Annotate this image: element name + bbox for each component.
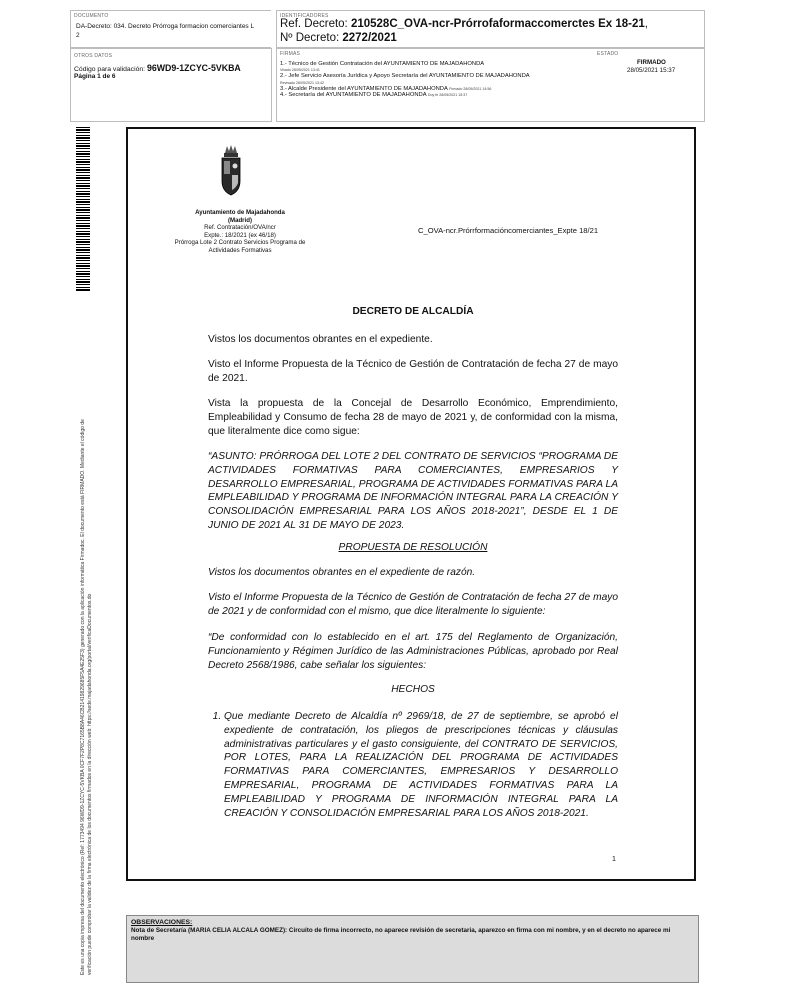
paragraph-5: Vistos los documentos obrantes en el expediente de razón. — [208, 567, 476, 578]
propuesta-heading: PROPUESTA DE RESOLUCIÓN — [338, 542, 488, 553]
observaciones-text: Nota de Secretaría (MARIA CELIA ALCALA GOMEZ): Circuito de firma incorrecto, no aparece revisión de secretaria, aparezco en firma con mi nombre, y en el decreto no aparece mi nombre — [131, 927, 671, 942]
paragraph-3: Vista la propuesta de la Concejal de Desarrollo Económico, Emprendimiento, Empleabilidad y Consumo de fecha 28 de mayo de 2021 y, de conformidad con la misma, que literalmente dice como sigue: — [208, 398, 618, 437]
estado-label: ESTADO — [597, 51, 619, 57]
coat-of-arms-icon — [219, 143, 243, 197]
codigo-value: 96WD9-1ZCYC-5VKBA — [146, 63, 241, 73]
codigo-label: Código para validación: — [74, 66, 146, 73]
firma-item: 1.- Técnico de Gestión Contratación del AYUNTAMIENTO DE MAJADAHONDA Visado 28/05/2021 13:41 — [280, 61, 485, 73]
hechos-heading: HECHOS — [391, 684, 435, 695]
documento-box — [70, 10, 271, 48]
ref-decreto: Ref. Decreto: 210528C_OVA-ncr-Prórrofaformaccomerctes Ex 18-21, — [280, 18, 648, 30]
firma-item: 3.- Alcalde Presidente del AYUNTAMIENTO DE MAJADAHONDA Firmado 28/05/2021 14:56 — [280, 85, 492, 92]
barcode — [76, 127, 90, 292]
paragraph-2: Visto el Informe Propuesta de la Técnico de Gestión de Contratación de fecha 27 de mayo de 2021. — [208, 359, 618, 384]
num-value: 2272/2021 — [342, 32, 397, 44]
paragraph-7: “De conformidad con lo establecido en el art. 175 del Reglamento de Organización, Funcionamiento y Régimen Jurídico de las Administraciones Públicas, aprobado por Real Decreto 2568/1986, cabe señalar los siguientes: — [208, 632, 618, 671]
otros-label: OTROS DATOS — [74, 53, 113, 59]
letterhead-region: (Madrid) — [227, 216, 253, 224]
letterhead-expte: Expte.: 18/2021 (ex 46/18) — [204, 231, 276, 239]
identificadores-box — [276, 10, 705, 48]
observaciones-box — [126, 915, 699, 983]
estado-date: 28/05/2021 15:37 — [627, 67, 676, 74]
letterhead-name: Ayuntamiento de Majadahonda — [195, 209, 285, 216]
document-reference: C_OVA-ncr.Prórrformacióncomerciantes_Expte 18/21 — [418, 226, 599, 235]
firmas-box — [276, 48, 705, 122]
firma-item: 4.- Secretaría del AYUNTAMIENTO DE MAJADAHONDA Doy fe 28/05/2021 15:37 — [280, 92, 468, 99]
pagina-indicator: Página 1 de 6 — [74, 73, 116, 80]
document-title: DECRETO DE ALCALDÍA — [352, 306, 474, 317]
firma-item: 2.- Jefe Servicio Asesoría Jurídica y Apoyo Secretaría del AYUNTAMIENTO DE MAJADAHONDA Revisado 28/05/2021 13:42 — [280, 73, 530, 85]
num-decreto — [280, 32, 397, 44]
side-verification-text-1: Este es una copia impresa del documento electrónico (Ref: 1773494 96WD9-1ZCYC-5VKBA 0CF7F2P8C7165B8A46CB21419829685F5A4E25F3) generado con la aplicación informática Firmadoc. El documento está FIRMADO. Mediante el código de — [80, 419, 86, 975]
firmas-list — [280, 61, 600, 98]
documento-value: DA-Decreto: 034. Decreto Prórroga formacion comerciantes L 2 — [76, 23, 254, 39]
firmas-label: FIRMAS — [280, 51, 301, 57]
observaciones-label: OBSERVACIONES: — [131, 919, 193, 926]
otros-datos-box — [70, 48, 272, 122]
num-label: Nº Decreto: — [280, 32, 340, 44]
identificadores-label: IDENTIFICADORES — [280, 13, 329, 19]
paragraph-asunto: “ASUNTO: PRÓRROGA DEL LOTE 2 DEL CONTRATO DE SERVICIOS “PROGRAMA DE ACTIVIDADES FORMATIVAS PARA COMERCIANTES, EMPRESARIOS Y DESARROLLO EMPRESARIAL, PROGRAMA DE ACTIVIDADES FORMATIVAS PARA LA EMPLEABILIDAD Y PROGRAMA DE INFORMACIÓN INTEGRAL PARA LA CREACIÓN Y CONSOLIDACIÓN EMPRESARIAL PARA LOS AÑOS 2018-2021”, DESDE EL 1 DE JUNIO DE 2021 AL 31 DE MAYO DE 2023. — [208, 451, 618, 531]
letterhead-ref: Ref. Contratación/OVA/ncr — [204, 224, 276, 232]
ref-value: 210528C_OVA-ncr-Prórrofaformaccomerctes Ex 18-21 — [350, 18, 645, 30]
codigo-validacion — [74, 63, 241, 73]
paragraph-1: Vistos los documentos obrantes en el expediente. — [208, 334, 433, 345]
hecho-item: 1. Que mediante Decreto de Alcaldía nº 2969/18, de 27 de septiembre, se aprobó el expediente de contratación, los pliegos de prescripciones técnicas y cláusulas administrativas particulares y el gasto consiguiente, del CONTRATO DE SERVICIOS, POR LOTES, PARA LA REALIZACIÓN DEL PROGRAMA DE ACTIVIDADES FORMATIVAS PARA COMERCIANTES, EMPRESARIOS Y DESARROLLO EMPRESARIAL, PROGRAMA DE ACTIVIDADES FORMATIVAS PARA LA EMPLEABILIDAD Y PROGRAMA DE INFORMACIÓN INTEGRAL PARA LA CREACIÓN Y CONSOLIDACIÓN EMPRESARIAL PARA LOS AÑOS 2018-2021. — [224, 710, 618, 820]
letterhead — [155, 209, 325, 255]
hechos-list — [208, 710, 618, 820]
estado-value: FIRMADO — [637, 59, 666, 66]
letterhead-prorroga: Prórroga Lote 2 Contrato Servicios Programa de — [174, 239, 306, 247]
page-number: 1 — [612, 856, 616, 863]
paragraph-6: Visto el Informe Propuesta de la Técnico de Gestión de Contratación de fecha 27 de mayo de 2021 y de conformidad con el mismo, que dice literalmente lo siguiente: — [208, 592, 618, 617]
letterhead-activities: Actividades Formativas — [208, 246, 272, 254]
documento-label: DOCUMENTO — [74, 13, 109, 19]
side-verification-text-2: verificación puede comprobar la validez de la firma electrónica de los documentos firmados en la dirección web: https://sede.majadahonda.org/portal/verificaDocumentos.do — [87, 593, 93, 975]
ref-label: Ref. Decreto: — [280, 18, 348, 30]
